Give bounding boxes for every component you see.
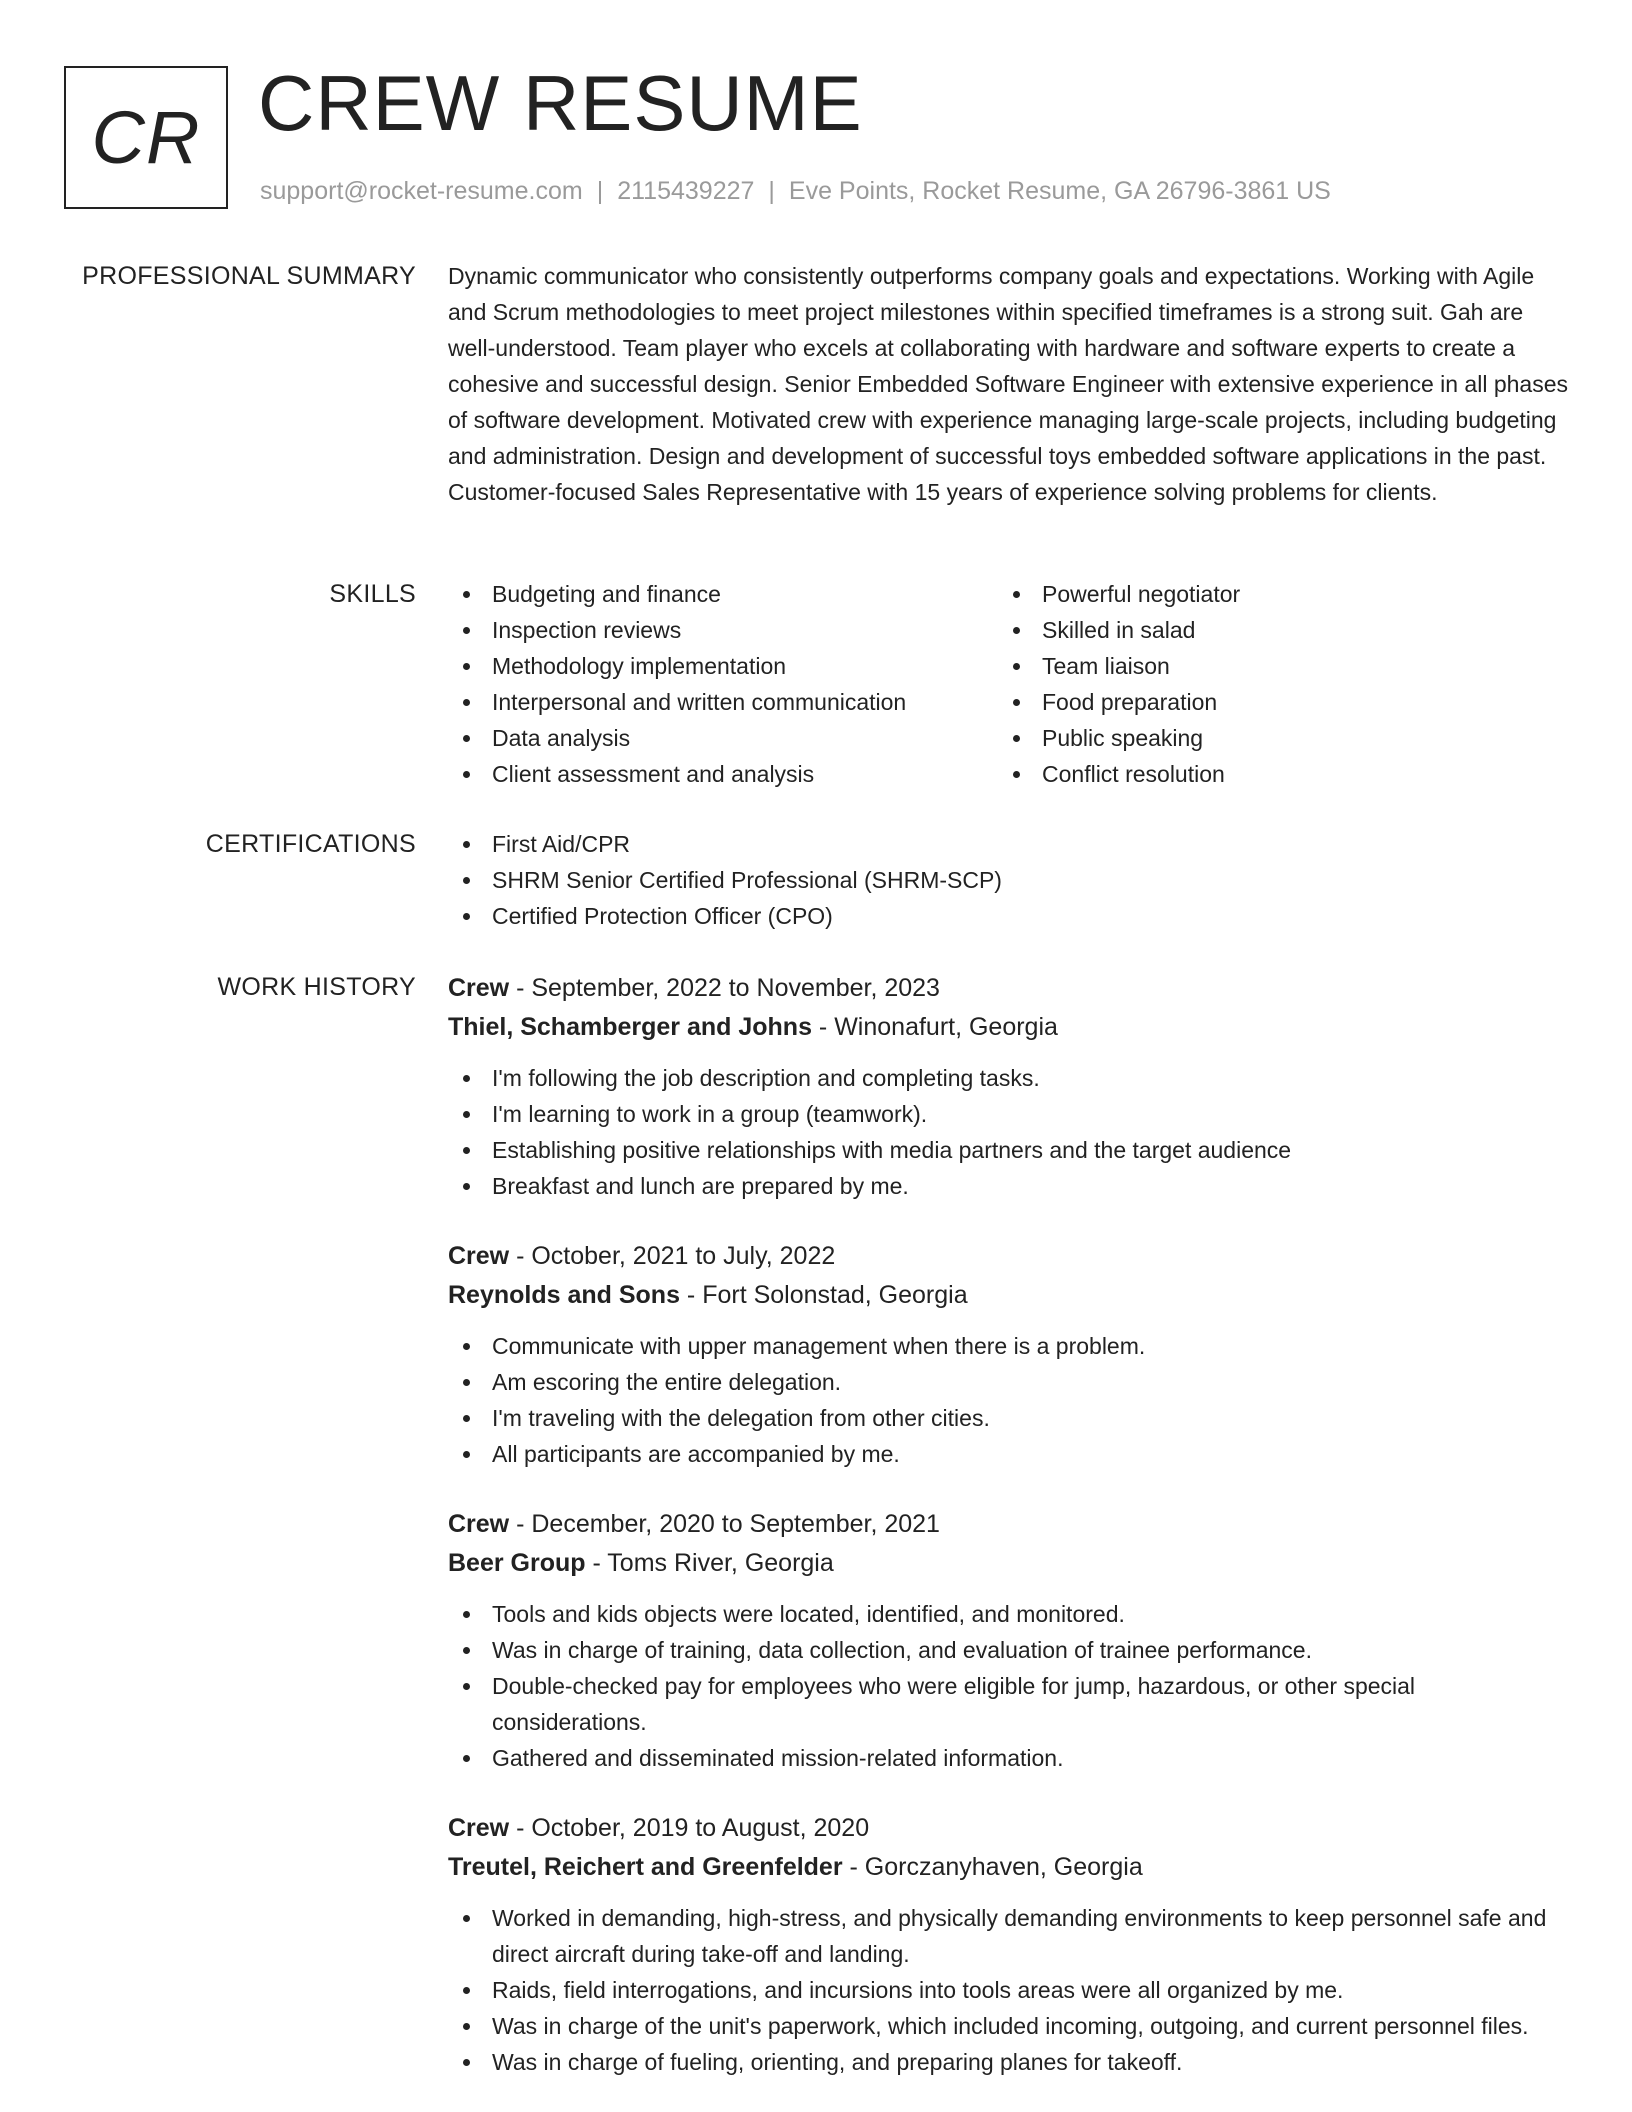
- job-title: Crew: [448, 1814, 510, 1842]
- contact-line: [260, 174, 1331, 208]
- job-duty: Breakfast and lunch are prepared by me.: [448, 1168, 1570, 1204]
- contact-email: support@rocket-resume.com: [260, 177, 583, 205]
- job-location: - Toms River, Georgia: [585, 1549, 834, 1577]
- skill-item: Data analysis: [448, 720, 998, 756]
- skill-item: Client assessment and analysis: [448, 756, 998, 792]
- certification-item: SHRM Senior Certified Professional (SHRM-SCP): [448, 862, 1570, 898]
- job-duty: Was in charge of the unit's paperwork, which included incoming, outgoing, and current personnel files.: [448, 2008, 1570, 2044]
- job-duty: Was in charge of fueling, orienting, and preparing planes for takeoff.: [448, 2044, 1570, 2080]
- job-duty: All participants are accompanied by me.: [448, 1436, 1570, 1472]
- job-dates: - December, 2020 to September, 2021: [509, 1510, 940, 1538]
- work-history-heading: WORK HISTORY: [217, 973, 416, 1001]
- monogram-initials: CR: [91, 96, 201, 179]
- contact-phone: 2115439227: [617, 177, 755, 205]
- contact-address: Eve Points, Rocket Resume, GA 26796-3861 US: [788, 177, 1331, 205]
- skill-item: Powerful negotiator: [998, 576, 1548, 612]
- job-title-line: [448, 1237, 1570, 1276]
- job-duty: Worked in demanding, high-stress, and physically demanding environments to keep personnel safe and direct aircraft during take-off and landing.: [448, 1900, 1570, 1972]
- skills-list-right: [998, 576, 1548, 792]
- certifications-heading: CERTIFICATIONS: [205, 830, 416, 858]
- job-title: Crew: [448, 974, 510, 1002]
- job-duties: [448, 1596, 1570, 1776]
- job-title-line: [448, 1809, 1570, 1848]
- job-entry: [448, 1809, 1570, 2080]
- job-entry: [448, 1505, 1570, 1776]
- job-title-line: [448, 969, 1570, 1008]
- resume-name: CREW RESUME: [258, 59, 863, 147]
- job-location: - Gorczanyhaven, Georgia: [842, 1853, 1143, 1881]
- skill-item: Conflict resolution: [998, 756, 1548, 792]
- job-dates: - October, 2019 to August, 2020: [509, 1814, 870, 1842]
- contact-separator: |: [596, 177, 604, 205]
- job-location: - Winonafurt, Georgia: [811, 1013, 1058, 1041]
- skill-item: Methodology implementation: [448, 648, 998, 684]
- job-duty: I'm following the job description and completing tasks.: [448, 1060, 1570, 1096]
- job-duty: Gathered and disseminated mission-related information.: [448, 1740, 1570, 1776]
- job-title: Crew: [448, 1510, 510, 1538]
- skill-item: Inspection reviews: [448, 612, 998, 648]
- job-employer-line: [448, 1008, 1570, 1047]
- summary-text: Dynamic communicator who consistently outperforms company goals and expectations. Working with Agile and Scrum methodologies to meet project milestones within specified timeframes is a strong suit. Gah are well-understood. Team player who excels at collaborating with hardware and software experts to create a cohesive and successful design. Senior Embedded Software Engineer with extensive experience in all phases of software development. Motivated crew with experience managing large-scale projects, including budgeting and administration. Design and development of successful toys embedded software applications in the past. Customer-focused Sales Representative with 15 years of experience solving problems for clients.: [448, 263, 1568, 505]
- job-duty: Communicate with upper management when there is a problem.: [448, 1328, 1570, 1364]
- skill-item: Food preparation: [998, 684, 1548, 720]
- skills-list-left: [448, 576, 998, 792]
- job-duty: Raids, field interrogations, and incursions into tools areas were all organized by me.: [448, 1972, 1570, 2008]
- certification-item: Certified Protection Officer (CPO): [448, 898, 1570, 934]
- job-employer: Beer Group: [448, 1549, 586, 1577]
- job-duty: Double-checked pay for employees who were eligible for jump, hazardous, or other special considerations.: [448, 1668, 1570, 1740]
- skill-item: Budgeting and finance: [448, 576, 998, 612]
- job-employer-line: [448, 1544, 1570, 1583]
- skill-item: Interpersonal and written communication: [448, 684, 998, 720]
- skill-item: Public speaking: [998, 720, 1548, 756]
- certifications-list: [448, 826, 1570, 934]
- job-duties: [448, 1900, 1570, 2080]
- skill-item: Skilled in salad: [998, 612, 1548, 648]
- job-duty: Am escoring the entire delegation.: [448, 1364, 1570, 1400]
- job-dates: - October, 2021 to July, 2022: [509, 1242, 836, 1270]
- job-title-line: [448, 1505, 1570, 1544]
- job-employer: Thiel, Schamberger and Johns: [448, 1013, 812, 1041]
- job-employer: Treutel, Reichert and Greenfelder: [448, 1853, 843, 1881]
- job-duty: I'm traveling with the delegation from other cities.: [448, 1400, 1570, 1436]
- job-duty: Establishing positive relationships with media partners and the target audience: [448, 1132, 1570, 1168]
- job-entry: [448, 1237, 1570, 1472]
- contact-separator: |: [768, 177, 775, 205]
- skills-heading: SKILLS: [329, 580, 416, 608]
- job-duty: Tools and kids objects were located, identified, and monitored.: [448, 1596, 1570, 1632]
- job-duties: [448, 1060, 1570, 1204]
- job-duties: [448, 1328, 1570, 1472]
- job-duty: I'm learning to work in a group (teamwork).: [448, 1096, 1570, 1132]
- skill-item: Team liaison: [998, 648, 1548, 684]
- monogram-box: [64, 66, 228, 209]
- summary-heading: PROFESSIONAL SUMMARY: [82, 262, 416, 290]
- job-entry: [448, 969, 1570, 1204]
- job-location: - Fort Solonstad, Georgia: [679, 1281, 968, 1309]
- job-duty: Was in charge of training, data collection, and evaluation of trainee performance.: [448, 1632, 1570, 1668]
- certification-item: First Aid/CPR: [448, 826, 1570, 862]
- job-title: Crew: [448, 1242, 510, 1270]
- job-employer: Reynolds and Sons: [448, 1281, 680, 1309]
- job-employer-line: [448, 1276, 1570, 1315]
- job-dates: - September, 2022 to November, 2023: [509, 974, 940, 1002]
- job-employer-line: [448, 1848, 1570, 1887]
